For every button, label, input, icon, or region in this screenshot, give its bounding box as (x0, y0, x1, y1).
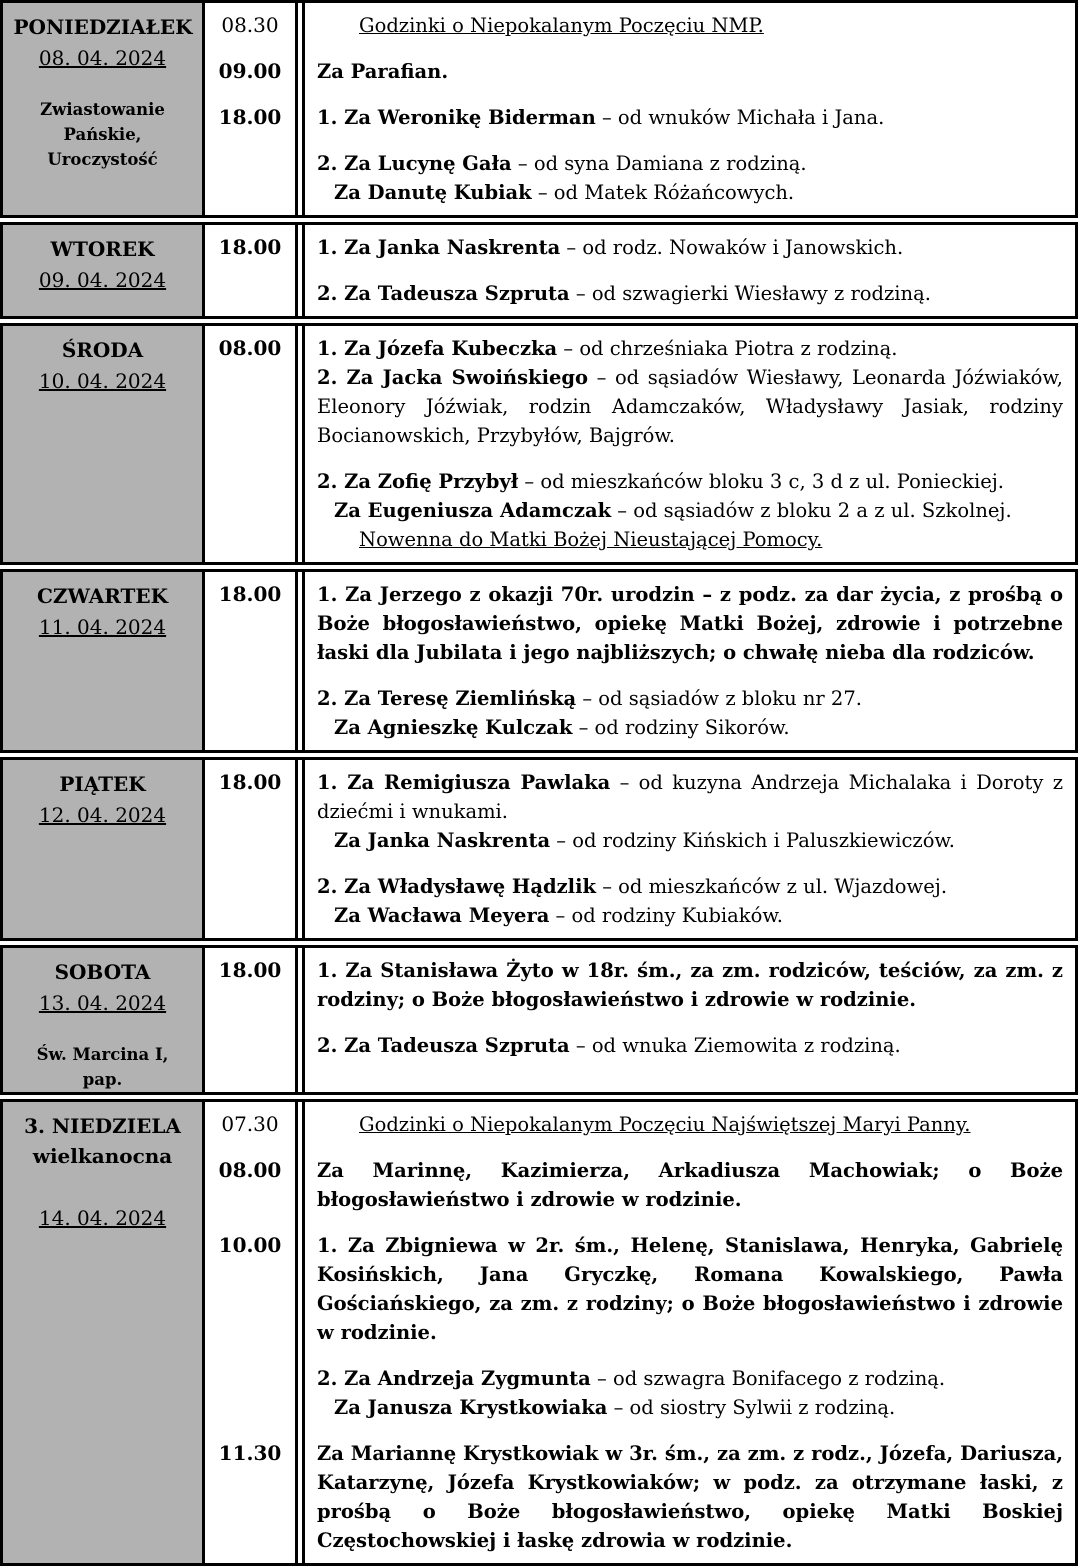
schedule-row (0, 945, 1078, 1095)
intentions-column-divider (302, 760, 305, 938)
intention-block (317, 872, 1063, 930)
intention-name-bold: 1. Za Remigiusza Pawlaka (317, 771, 611, 794)
intention-detail: – od szwagierki Wiesławy z rodziną. (569, 282, 931, 305)
mass-time: 18.00 (218, 582, 282, 606)
intentions-column-divider (302, 3, 305, 215)
intention-name-bold: Za Marinnę, Kazimierza, Arkadiusza Machowiak; o Boże błogosławieństwo i zdrowie w rodzinie. (317, 1159, 1063, 1211)
intention-paragraph (317, 103, 1063, 132)
mass-time: 18.00 (218, 105, 282, 129)
day-date: 11. 04. 2024 (38, 615, 167, 639)
day-title: SOBOTA (54, 960, 151, 984)
intention-paragraph (317, 467, 1063, 496)
intention-detail: – od mieszkańców bloku 3 c, 3 d z ul. Ponieckiej. (518, 470, 1004, 493)
intention-detail: – od sąsiadów Wiesławy, Leonarda Jóźwiaków, Eleonory Jóźwiak, rodzin Adamczaków, Władysławy Jasiak, rodziny Bocianowskich, Przybyłów, Bajgrów. (317, 366, 1063, 447)
intention-detail: – od sąsiadów z bloku 2 a z ul. Szkolnej. (611, 499, 1012, 522)
intention-detail: – od rodziny Sikorów. (572, 716, 790, 739)
intention-block (218, 1439, 1063, 1555)
intention-name-bold: 1. Za Weronikę Biderman (317, 106, 596, 129)
intention-paragraph (317, 1231, 1063, 1347)
intention-detail: Godzinki o Niepokalanym Poczęciu NMP. (359, 14, 764, 37)
day-feast-note: Zwiastowanie Pańskie, Uroczystość (40, 100, 165, 169)
intention-name-bold: Za Parafian. (317, 60, 449, 83)
intention-detail: Godzinki o Niepokalanym Poczęciu Najświętszej Maryi Panny. (359, 1113, 971, 1136)
schedule-row (0, 757, 1078, 941)
intention-block (317, 1364, 1063, 1422)
intention-name-bold: Za Janusza Krystkowiaka (334, 1396, 608, 1419)
day-cell (0, 569, 205, 753)
intention-detail: – od rodziny Kubiaków. (549, 904, 783, 927)
day-cell (0, 0, 205, 218)
day-title: PONIEDZIAŁEK (13, 15, 193, 39)
intention-detail: – od sąsiadów z bloku nr 27. (576, 687, 862, 710)
intentions-cell (205, 760, 1075, 938)
intention-paragraph (317, 956, 1063, 1014)
intention-detail: – od wnuka Ziemowita z rodziną. (569, 1034, 901, 1057)
mass-time: 11.30 (218, 1441, 282, 1465)
day-cell (0, 323, 205, 565)
mass-time: 08.00 (218, 336, 282, 360)
row-body (205, 1099, 1078, 1566)
mass-time: 18.00 (218, 958, 282, 982)
intention-paragraph (317, 496, 1063, 525)
intention-name-bold: 2. Za Zofię Przybył (317, 470, 519, 493)
intentions-cell (205, 3, 1075, 215)
intention-detail: – od syna Damiana z rodziną. (511, 152, 807, 175)
intention-name-bold: Za Janka Naskrenta (334, 829, 551, 852)
day-cell (0, 222, 205, 319)
schedule-row (0, 222, 1078, 319)
intention-paragraph (317, 279, 1063, 308)
intentions-cell (205, 1102, 1075, 1563)
time-column-divider (295, 760, 298, 938)
intention-block (218, 768, 1063, 855)
schedule-row (0, 323, 1078, 565)
mass-time: 08.30 (221, 13, 279, 37)
intention-paragraph (317, 1031, 1063, 1060)
intention-name-bold: 2. Za Andrzeja Zygmunta (317, 1367, 591, 1390)
time-column-divider (295, 572, 298, 750)
row-body (205, 323, 1078, 565)
intention-detail: – od kuzyna Andrzeja Michalaka i Doroty z dziećmi i wnukami. (317, 771, 1063, 823)
intention-detail: Nowenna do Matki Bożej Nieustającej Pomocy. (359, 528, 823, 551)
intention-block (317, 149, 1063, 207)
row-body (205, 757, 1078, 941)
intention-block (218, 334, 1063, 450)
time-column-divider (295, 326, 298, 562)
intentions-cell (205, 225, 1075, 316)
intentions-cell (205, 326, 1075, 562)
intention-detail: – od rodziny Kińskich i Paluszkiewiczów. (550, 829, 956, 852)
day-date: 10. 04. 2024 (38, 369, 167, 393)
intention-paragraph (317, 233, 1063, 262)
intention-detail: – od siostry Sylwii z rodziną. (607, 1396, 896, 1419)
day-date: 09. 04. 2024 (38, 268, 167, 292)
mass-time: 09.00 (218, 59, 282, 83)
intention-detail: – od mieszkańców z ul. Wjazdowej. (596, 875, 948, 898)
day-feast-note: Św. Marcina I, pap. (36, 1045, 169, 1089)
day-cell (0, 945, 205, 1095)
intention-name-bold: 1. Za Jerzego z okazji 70r. urodzin – z podz. za dar życia, z prośbą o Boże błogosławieństwo, opiekę Matki Bożej, zdrowie i potrzebne łaski dla Jubilata i jego najbliższych; o chwałę nieba dla rodziców. (317, 583, 1063, 664)
intention-name-bold: 1. Za Janka Naskrenta (317, 236, 561, 259)
day-date: 13. 04. 2024 (38, 991, 167, 1015)
intention-paragraph (317, 1364, 1063, 1393)
devotion-heading (359, 525, 1063, 554)
intention-block (218, 103, 1063, 132)
time-column-divider (295, 948, 298, 1092)
day-title: CZWARTEK (37, 584, 168, 608)
intention-paragraph (317, 580, 1063, 667)
intention-name-bold: Za Agnieszkę Kulczak (334, 716, 573, 739)
intention-paragraph (317, 901, 1063, 930)
intention-block (218, 956, 1063, 1014)
intention-name-bold: 2. Za Tadeusza Szpruta (317, 1034, 570, 1057)
intention-block (317, 1031, 1063, 1060)
intentions-column-divider (302, 948, 305, 1092)
intentions-column-divider (302, 225, 305, 316)
intention-name-bold: 1. Za Zbigniewa w 2r. śm., Helenę, Stanislawa, Henryka, Gabrielę Kosińskich, Jana Gryczkę, Romana Kowalskiego, Pawła Gościańskiego, za zm. z rodziny; o Boże błogosławieństwo i zdrowie w rodzinie. (317, 1234, 1063, 1344)
intention-name-bold: 2. Za Lucynę Gała (317, 152, 512, 175)
intention-block (218, 57, 1063, 86)
day-date: 12. 04. 2024 (38, 803, 167, 827)
schedule-row (0, 569, 1078, 753)
intention-block (218, 580, 1063, 667)
intention-paragraph (317, 178, 1063, 207)
intention-paragraph (317, 1439, 1063, 1555)
day-cell (0, 1099, 205, 1566)
intention-block (221, 1110, 1063, 1139)
mass-time: 07.30 (221, 1112, 279, 1136)
intention-paragraph (317, 1393, 1063, 1422)
intentions-column-divider (302, 572, 305, 750)
intention-name-bold: 1. Za Józefa Kubeczka (317, 337, 558, 360)
mass-time: 18.00 (218, 770, 282, 794)
devotion-heading (359, 11, 1063, 40)
intention-detail: – od rodz. Nowaków i Janowskich. (560, 236, 904, 259)
intention-detail: – od Matek Różańcowych. (531, 181, 795, 204)
devotion-heading (359, 1110, 1063, 1139)
row-body (205, 945, 1078, 1095)
row-body (205, 222, 1078, 319)
intention-name-bold: Za Eugeniusza Adamczak (334, 499, 612, 522)
row-body (205, 569, 1078, 753)
row-body (205, 0, 1078, 218)
intention-paragraph (317, 57, 1063, 86)
intention-name-bold: 2. Za Tadeusza Szpruta (317, 282, 570, 305)
intention-detail: – od wnuków Michała i Jana. (595, 106, 885, 129)
intention-paragraph (317, 768, 1063, 826)
intention-paragraph (317, 363, 1063, 450)
intention-paragraph (317, 713, 1063, 742)
day-title: ŚRODA (61, 338, 144, 362)
intention-detail: – od chrześniaka Piotra z rodziną. (557, 337, 898, 360)
intention-paragraph (317, 334, 1063, 363)
mass-time: 18.00 (218, 235, 282, 259)
day-date: 14. 04. 2024 (38, 1206, 167, 1230)
schedule-row (0, 0, 1078, 218)
mass-time: 10.00 (218, 1233, 282, 1257)
schedule-row (0, 1099, 1078, 1566)
day-title: 3. NIEDZIELA wielkanocna (24, 1114, 181, 1168)
day-title: WTOREK (50, 237, 155, 261)
intention-block (221, 11, 1063, 40)
intention-paragraph (317, 149, 1063, 178)
intention-block (218, 1156, 1063, 1214)
intention-name-bold: Za Wacława Meyera (334, 904, 550, 927)
intention-block (317, 467, 1063, 554)
intentions-cell (205, 948, 1075, 1068)
intention-name-bold: 2. Za Teresę Ziemlińską (317, 687, 577, 710)
day-title: PIĄTEK (59, 772, 146, 796)
intention-paragraph (317, 1156, 1063, 1214)
intention-paragraph (317, 684, 1063, 713)
intention-block (317, 684, 1063, 742)
intention-block (317, 279, 1063, 308)
intention-name-bold: 2. Za Władysławę Hądzlik (317, 875, 596, 898)
day-date: 08. 04. 2024 (38, 46, 167, 70)
time-column-divider (295, 1102, 298, 1563)
intention-name-bold: Za Danutę Kubiak (334, 181, 532, 204)
intention-paragraph (317, 826, 1063, 855)
intention-name-bold: 1. Za Stanisława Żyto w 18r. śm., za zm. rodziców, teściów, za zm. z rodziny; o Boże błogosławieństwo i zdrowie w rodzinie. (317, 959, 1063, 1011)
intention-block (218, 1231, 1063, 1347)
time-column-divider (295, 225, 298, 316)
intentions-cell (205, 572, 1075, 750)
intention-detail: – od szwagra Bonifacego z rodziną. (590, 1367, 946, 1390)
intention-block (218, 233, 1063, 262)
intention-name-bold: 2. Za Jacka Swoińskiego (317, 366, 589, 389)
intention-name-bold: Za Mariannę Krystkowiak w 3r. śm., za zm. z rodz., Józefa, Dariusza, Katarzynę, Józefa Krystkowiaków; w podz. za otrzymane łaski, z prośbą o Boże błogosławieństwo, opiekę Matki Boskiej Częstochowskiej i łaskę zdrowia w rodzinie. (317, 1442, 1063, 1552)
day-cell (0, 757, 205, 941)
intention-paragraph (317, 872, 1063, 901)
time-column-divider (295, 3, 298, 215)
intentions-column-divider (302, 326, 305, 562)
mass-time: 08.00 (218, 1158, 282, 1182)
intentions-column-divider (302, 1102, 305, 1563)
